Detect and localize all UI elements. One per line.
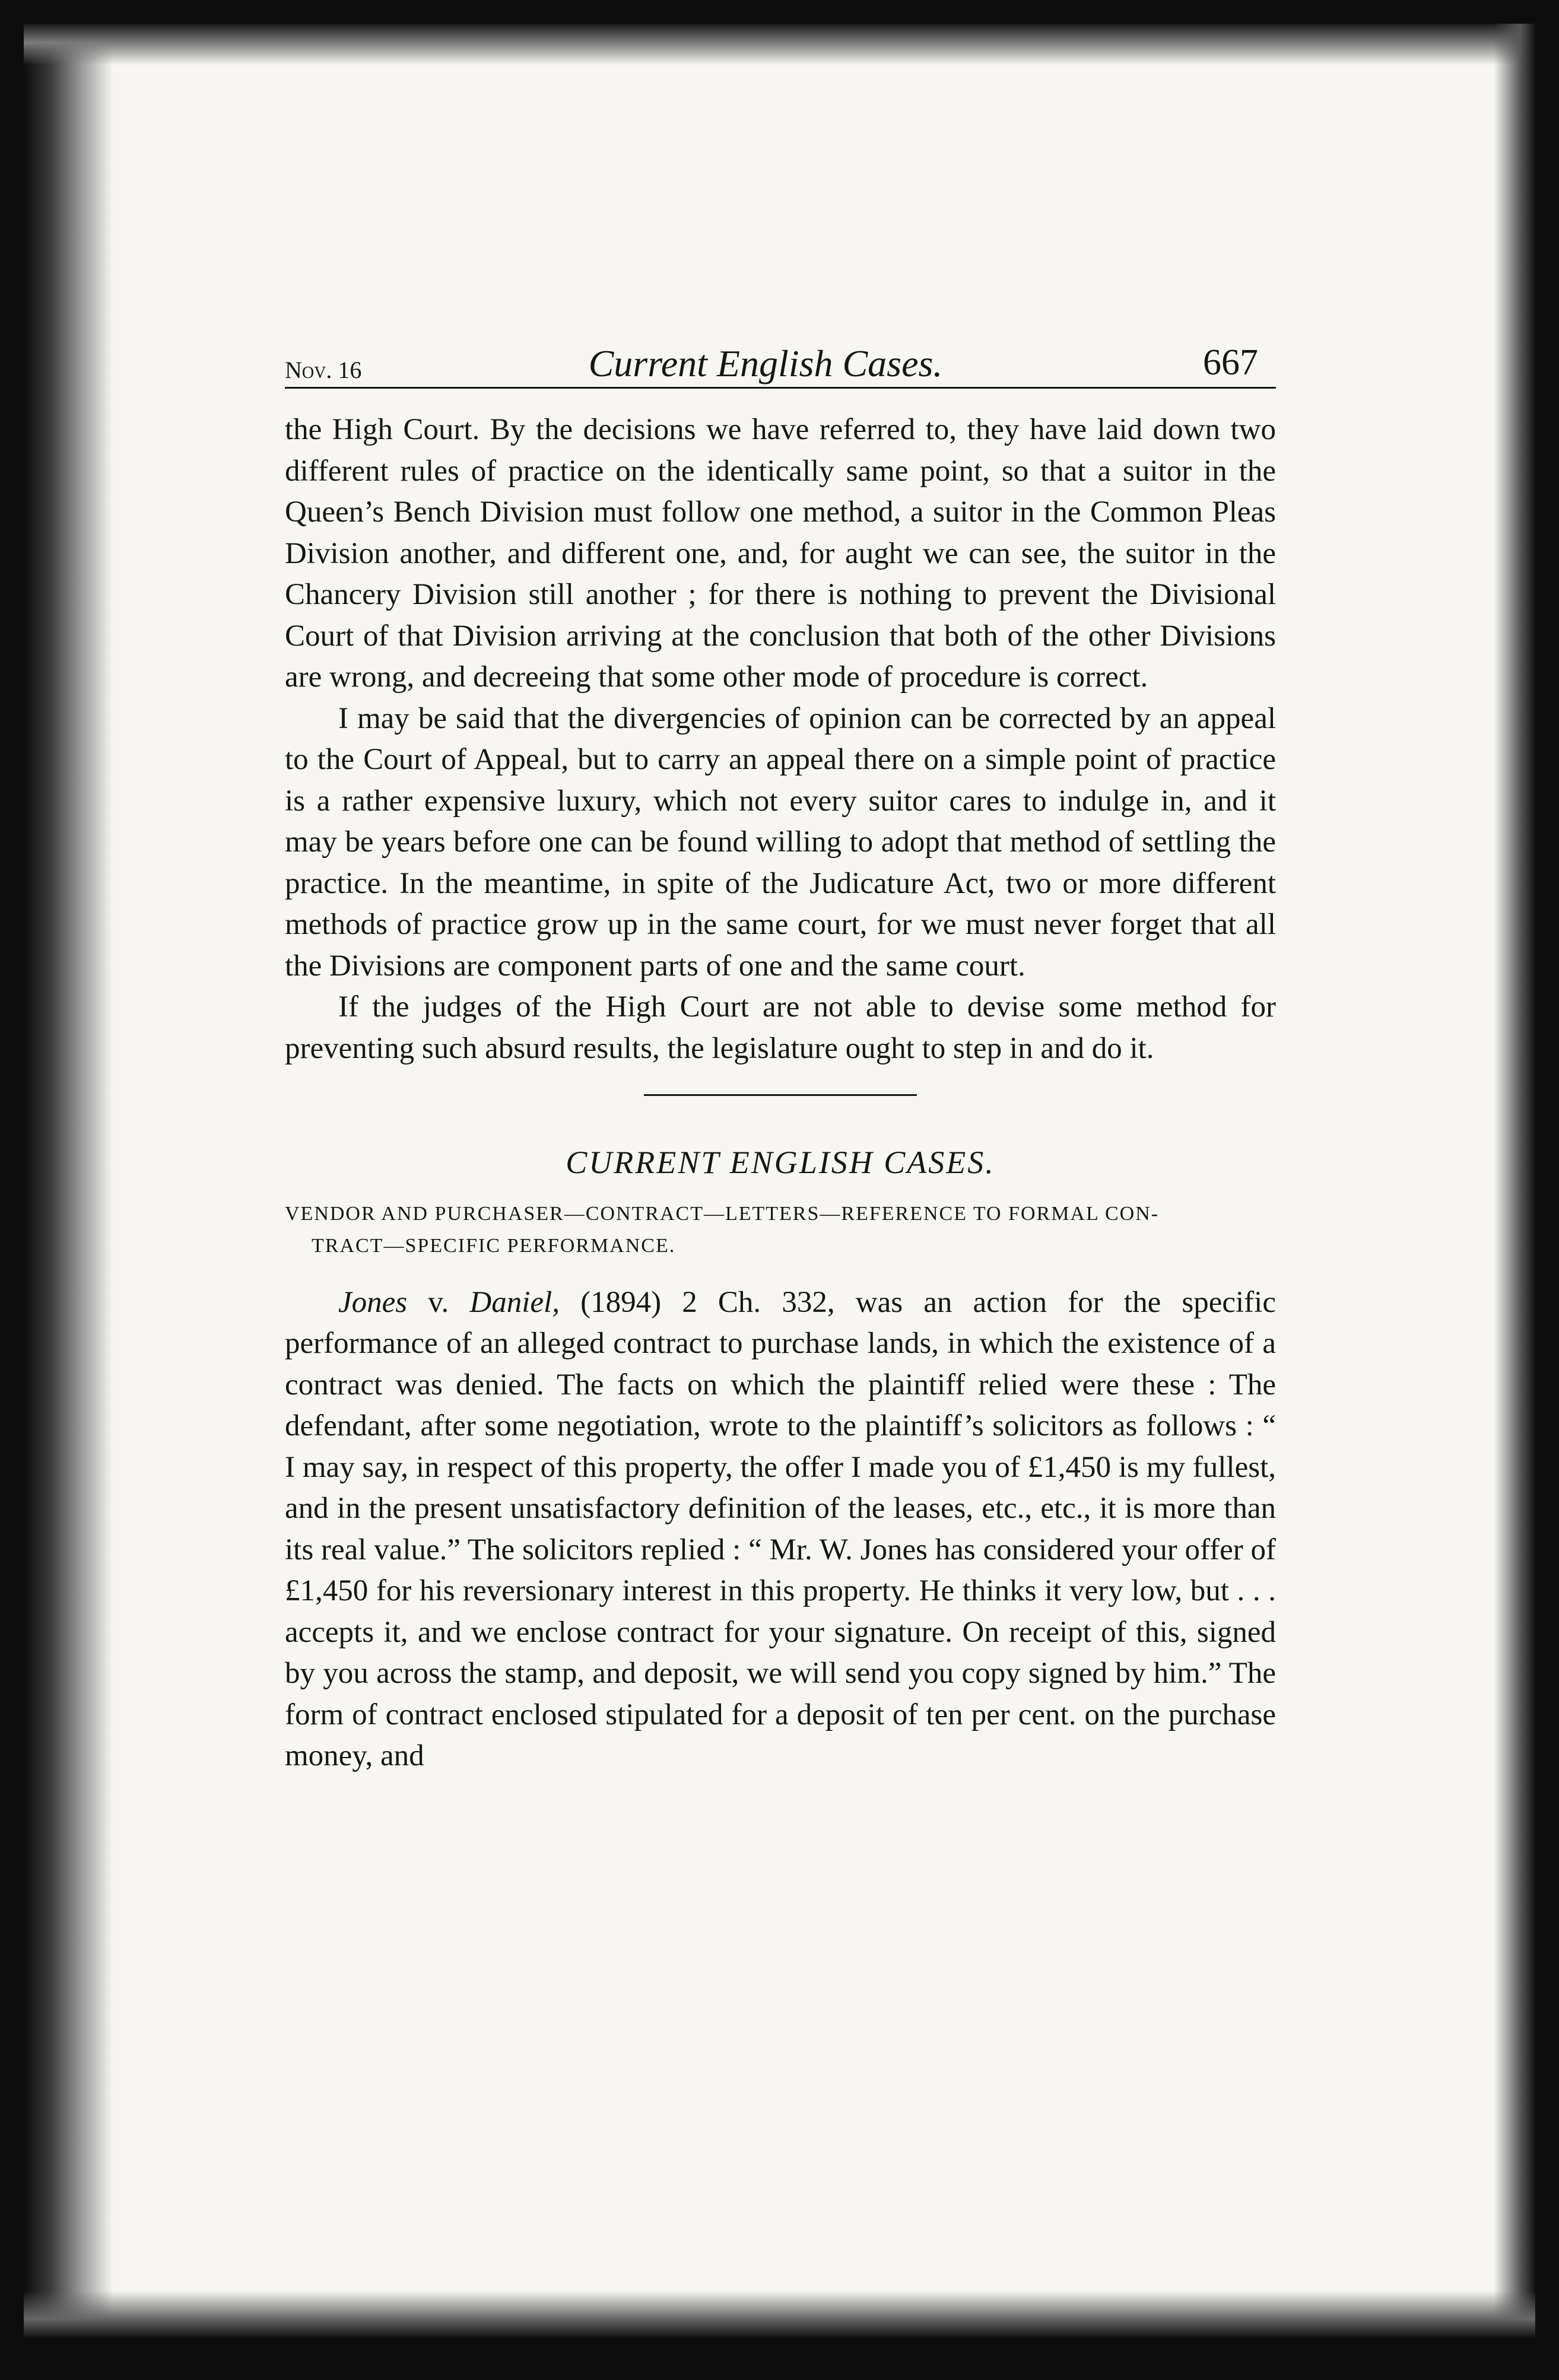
- header-rule: [285, 387, 1276, 389]
- running-header: [255, 320, 1276, 392]
- running-title: Current English Cases.: [588, 342, 943, 385]
- page-number: 667: [1203, 342, 1258, 383]
- body-text: [285, 409, 1276, 1777]
- section-heading: CURRENT ENGLISH CASES.: [566, 1145, 995, 1180]
- case-topic-line-1: VENDOR AND PURCHASER—CONTRACT—LETTERS—REFERENCE TO FORMAL CON-: [285, 1202, 1160, 1225]
- scan-shadow-top: [24, 24, 1535, 65]
- paragraph-1: the High Court. By the decisions we have referred to, they have laid down two different rules of practice on the identically same point, so that a suitor in the Queen’s Bench Division must follow one method, a suitor in the Common Pleas Division another, and different one, and, for aught we can see, the suitor in the Chancery Division still another ; for there is nothing to prevent the Divisional Court of that Division arriving at the conclusion that both of the other Divisions are wrong, and decreeing that some other mode of procedure is correct.: [285, 413, 1276, 694]
- scan-shadow-left: [24, 24, 113, 2338]
- case-paragraph: [285, 1282, 1276, 1777]
- paragraph-2: I may be said that the divergencies of opinion can be corrected by an appeal to the Court of Appeal, but to carry an appeal there on a simple point of practice is a rather expensive luxury, which not every suitor cares to indulge in, and it may be years before one can be found willing to adopt that method of settling the practice. In the meantime, in spite of the Judicature Act, two or more different methods of practice grow up in the same court, for we must never forget that all the Divisions are component parts of one and the same court.: [285, 701, 1276, 983]
- case-topic: [285, 1198, 1276, 1262]
- case-topic-line-2: TRACT—SPECIFIC PERFORMANCE.: [312, 1234, 676, 1257]
- section-divider: [644, 1094, 917, 1096]
- case-party-2: Daniel,: [469, 1285, 560, 1319]
- paragraph-3: If the judges of the High Court are not able to devise some method for preventing such absurd results, the legislature ought to step in and do it.: [285, 990, 1276, 1065]
- case-versus: v.: [407, 1285, 470, 1319]
- case-party-1: Jones: [338, 1285, 408, 1319]
- case-paragraph-text: (1894) 2 Ch. 332, was an action for the specific performance of an alleged contract to purchase lands, in which the existence of a contract was denied. The facts on which the plaintiff relied were these : The defendant, after some negotiation, wrote to the plaintiff’s solicitors as follows : “ I may say, in respect of this property, the offer I made you of £1,450 is my fullest, and in the present unsatisfactory definition of the leases, etc., etc., it is more than its real value.” The solicitors replied : “ Mr. W. Jones has considered your offer of £1,450 for his reversionary interest in this property. He thinks it very low, but . . . accepts it, and we enclose contract for your signature. On receipt of this, signed by you across the stamp, and deposit, we will send you copy signed by him.” The form of contract enclosed stipulated for a deposit of ten per cent. on the purchase money, and: [285, 1285, 1276, 1772]
- scan-shadow-bottom: [24, 2290, 1535, 2338]
- scan-shadow-right: [1494, 24, 1535, 2338]
- running-date: Nov. 16: [285, 357, 362, 383]
- scanned-page: [24, 24, 1535, 2338]
